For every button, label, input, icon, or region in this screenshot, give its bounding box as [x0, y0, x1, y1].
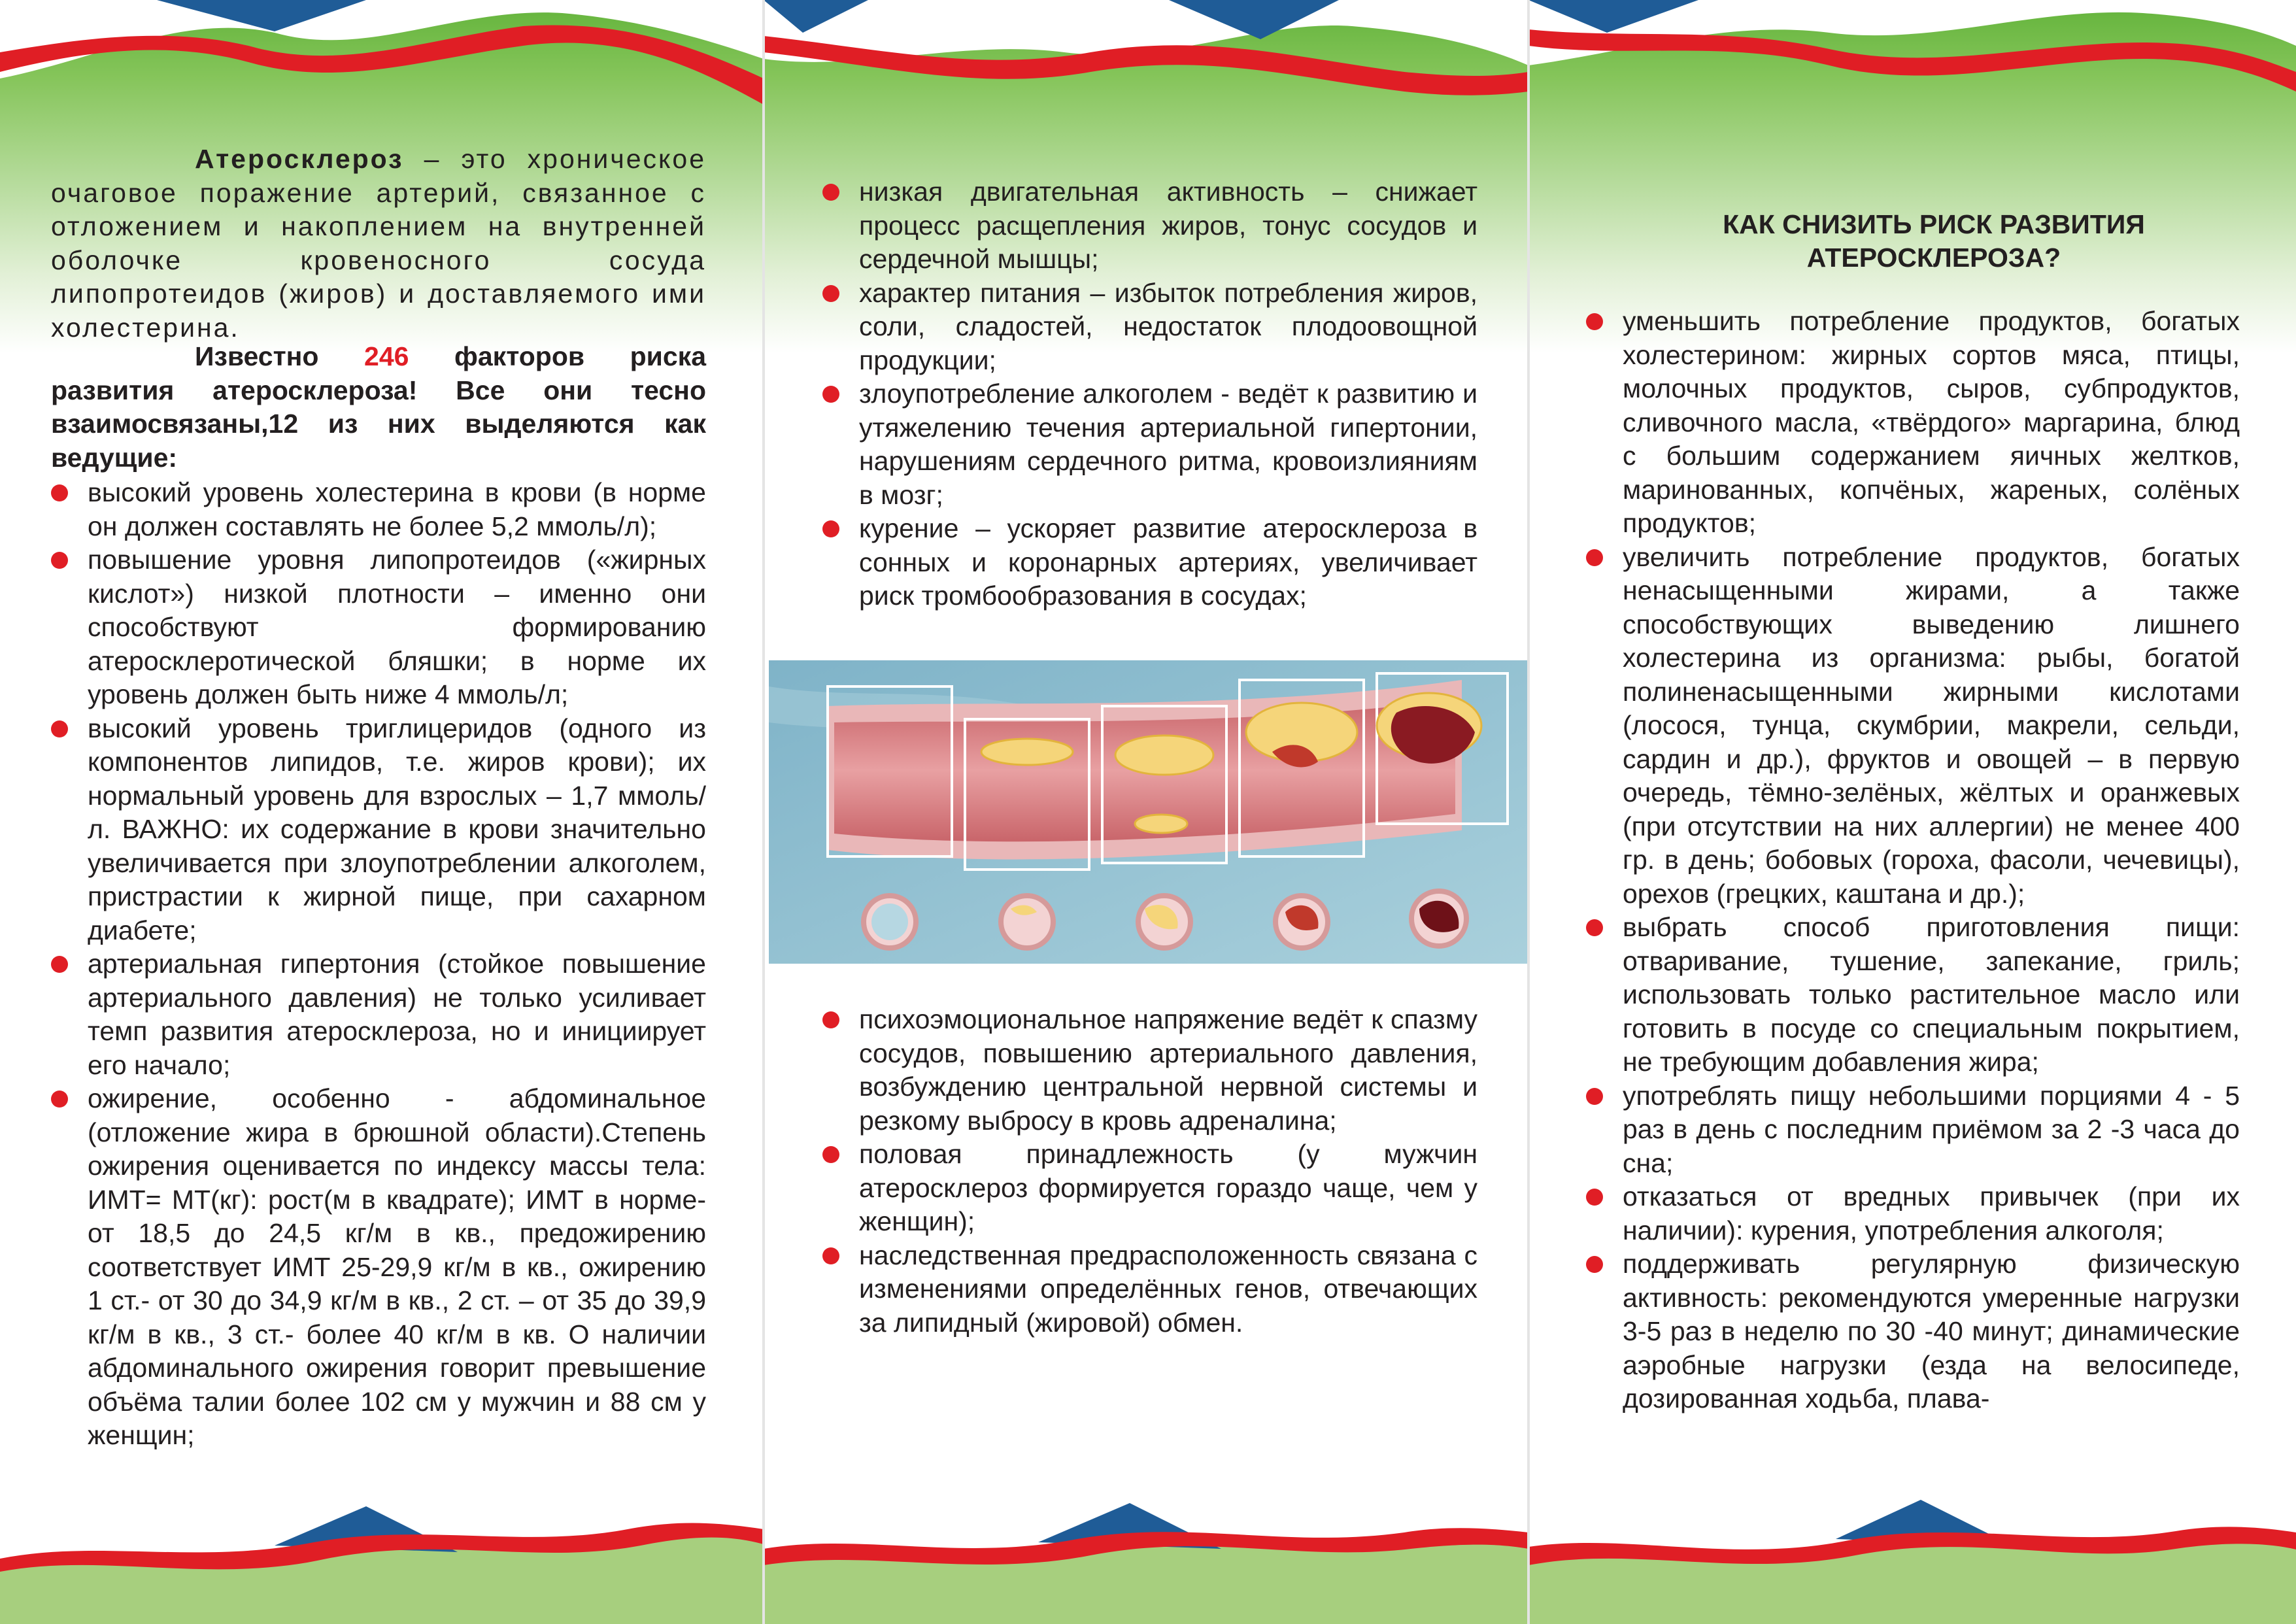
bullet-dot	[822, 520, 839, 537]
list-item	[1623, 305, 2240, 541]
bottom-wave-decoration	[764, 1467, 1528, 1624]
list-item-text: наследственная предрасположенность связана с изменениями определённых генов, отвечающих за липидный (жировой) обмен.	[859, 1240, 1477, 1338]
bullet-dot	[822, 184, 839, 201]
list-item	[1623, 1180, 2240, 1247]
list-item	[88, 712, 706, 948]
bullet-dot	[51, 956, 68, 973]
artery-atherosclerosis-illustration	[769, 660, 1528, 964]
list-item-text: курение – ускоряет развитие атеросклероза в сонных и коронарных артериях, увеличивает риск тромбообразования в сосудах;	[859, 513, 1477, 611]
list-item	[1623, 911, 2240, 1079]
list-item-text: психоэмоциональное напряжение ведёт к спазму сосудов, повышению артериального давления, возбуждению центральной нервной системы и резкому выбросу в кровь адреналина;	[859, 1004, 1477, 1136]
bullet-dot	[51, 552, 68, 569]
list-item	[1623, 1247, 2240, 1416]
list-item	[859, 1138, 1477, 1239]
list-item-text: повышение уровня липопротеидов («жирных кислот») низкой плотности – именно они способствуют формированию атеросклеротической бляшки; в норме их уровень должен быть ниже 4 ммоль/л;	[88, 545, 706, 709]
panel-right	[1528, 0, 2296, 1624]
list-item-text: высокий уровень холестерина в крови (в норме он должен составлять не более 5,2 ммоль/л);	[88, 477, 706, 541]
list-item-text: уменьшить потребление продуктов, богатых холестерином: жирных сортов мяса, птицы, молочных продуктов, сыров, субпродуктов, сливочного масла, «твёрдого» маргарина, блюд с большим содержанием яичных желтков, маринованных, копчёных, жареных, солёных продуктов;	[1623, 306, 2240, 538]
bullet-dot	[1586, 1256, 1603, 1273]
bullet-dot	[1586, 1189, 1603, 1206]
factors-paragraph	[51, 340, 706, 475]
bullet-dot	[51, 484, 68, 501]
list-item	[859, 1003, 1477, 1138]
list-item-text: злоупотребление алкоголем - ведёт к развитию и утяжелению течения артериальной гипертонии, нарушениям сердечного ритма, кровоизлияниям в мозг;	[859, 379, 1477, 510]
list-item-text: ожирение, особенно - абдоминальное (отложение жира в брюшной области).Степень ожирения оценивается по индексу массы тела: ИМТ= МТ(кг): рост(м в квадрате); ИМТ в норме-от 18,5 до 24,5 кг/м в кв., предожирению соответствует ИМТ 25-29,9 кг/м в кв., ожирению 1 ст.- от 30 до 34,9 кг/м в кв., 2 ст. – от 35 до 39,9 кг/м в кв., 3 ст.- более 40 кг/м в кв. О наличии абдоминального ожирения говорит превышение объёма талии более 102 см у мужчин и 88 см у женщин;	[88, 1083, 706, 1450]
bullet-dot	[51, 1091, 68, 1108]
bullet-dot	[1586, 1088, 1603, 1105]
factors-count: 246	[364, 341, 409, 371]
bullet-dot	[1586, 549, 1603, 566]
top-wave-decoration	[0, 0, 764, 131]
intro-paragraph	[51, 143, 706, 345]
list-item	[88, 543, 706, 712]
list-item	[1623, 1079, 2240, 1181]
risk-factor-list-3	[859, 1003, 1477, 1340]
list-item-text: выбрать способ приготовления пищи: отваривание, тушение, запекание, гриль; использовать только растительное масло или готовить в посуде со специальным покрытием, не требующим добавления жира;	[1623, 912, 2240, 1077]
list-item-text: половая принадлежность (у мужчин атеросклероз формируется гораздо чаще, чем у женщин);	[859, 1139, 1477, 1236]
list-item	[859, 277, 1477, 378]
list-item	[88, 947, 706, 1082]
section-heading	[1620, 208, 2248, 275]
heading-line-1: КАК СНИЗИТЬ РИСК РАЗВИТИЯ	[1723, 209, 2145, 239]
list-item-text: поддерживать регулярную физическую активность: рекомендуются умеренные нагрузки 3-5 раз в неделю по 30 -40 минут; динамические аэробные нагрузки (езда на велосипеде, дозированная ходьба, плава-	[1623, 1249, 2240, 1413]
risk-factor-list-1	[88, 476, 706, 1453]
bullet-dot	[51, 720, 68, 737]
list-item-text: употреблять пищу небольшими порциями 4 - 5 раз в день с последним приёмом за 2 -3 часа до сна;	[1623, 1080, 2240, 1178]
list-item	[1623, 541, 2240, 911]
list-item-text: артериальная гипертония (стойкое повышение артериального давления) не только усиливает темп развития атеросклероза, но и инициирует его начало;	[88, 949, 706, 1080]
bottom-wave-decoration	[0, 1467, 764, 1624]
factors-post: факторов риска развития атеросклероза! Все они тесно взаимосвязаны,12 из них выделяются как ведущие:	[51, 341, 707, 473]
bullet-dot	[822, 1146, 839, 1163]
prevention-list	[1623, 305, 2240, 1416]
list-item-text: характер питания – избыток потребления жиров, соли, сладостей, недостаток плодоовощной продукции;	[859, 277, 1477, 375]
bullet-dot	[822, 285, 839, 302]
bullet-dot	[1586, 919, 1603, 936]
list-item	[859, 1239, 1477, 1340]
intro-text: – это хроническое очаговое поражение артерий, связанное с отложением и накоплением на внутренней оболочке кровеносного сосуда липопротеидов (жиров) и доставляемого ими холестерина.	[51, 144, 706, 343]
list-item	[859, 512, 1477, 613]
list-item	[88, 476, 706, 543]
bullet-dot	[822, 386, 839, 403]
fold-line	[762, 0, 765, 1624]
bullet-dot	[1586, 313, 1603, 330]
list-item-text: высокий уровень триглицеридов (одного из компонентов липидов, т.е. жиров крови); их нормальный уровень для взрослых – 1,7 ммоль/л. ВАЖНО: их содержание в крови значительно увеличивается при злоупотреблении алкоголем, пристрастии к жирной пище, при сахарном диабете;	[88, 713, 706, 945]
top-wave-decoration	[764, 0, 1528, 131]
bottom-wave-decoration	[1528, 1467, 2296, 1624]
list-item-text: отказаться от вредных привычек (при их наличии): курения, употребления алкоголя;	[1623, 1181, 2240, 1245]
risk-factor-list-2	[859, 175, 1477, 613]
top-wave-decoration	[1528, 0, 2296, 131]
list-item-text: низкая двигательная активность – снижает процесс расщепления жиров, тонус сосудов и сердечной мышцы;	[859, 177, 1477, 274]
heading-line-2: АТЕРОСКЛЕРОЗА?	[1806, 243, 2061, 273]
fold-line	[1527, 0, 1530, 1624]
list-item	[859, 175, 1477, 277]
intro-term: Атеросклероз	[195, 144, 404, 174]
bullet-dot	[822, 1011, 839, 1028]
bullet-dot	[822, 1247, 839, 1264]
panel-left	[0, 0, 764, 1624]
list-item-text: увеличить потребление продуктов, богатых ненасыщенными жирами, а также способствующих выведению лишнего холестерина из организма: рыбы, богатой полиненасыщенными жирными кислотами (лосося, тунца, скумбрии, макрели, сельди, сардин и др.), фруктов и овощей – в первую очередь, тёмно-зелёных, жёлтых и оранжевых (при отсутствии на них аллергии) не менее 400 гр. в день; бобовых (гороха, фасоли, чечевицы), орехов (грецких, каштана и др.);	[1623, 541, 2240, 909]
list-item	[859, 377, 1477, 512]
list-item	[88, 1082, 706, 1453]
factors-pre: Известно	[195, 341, 365, 371]
